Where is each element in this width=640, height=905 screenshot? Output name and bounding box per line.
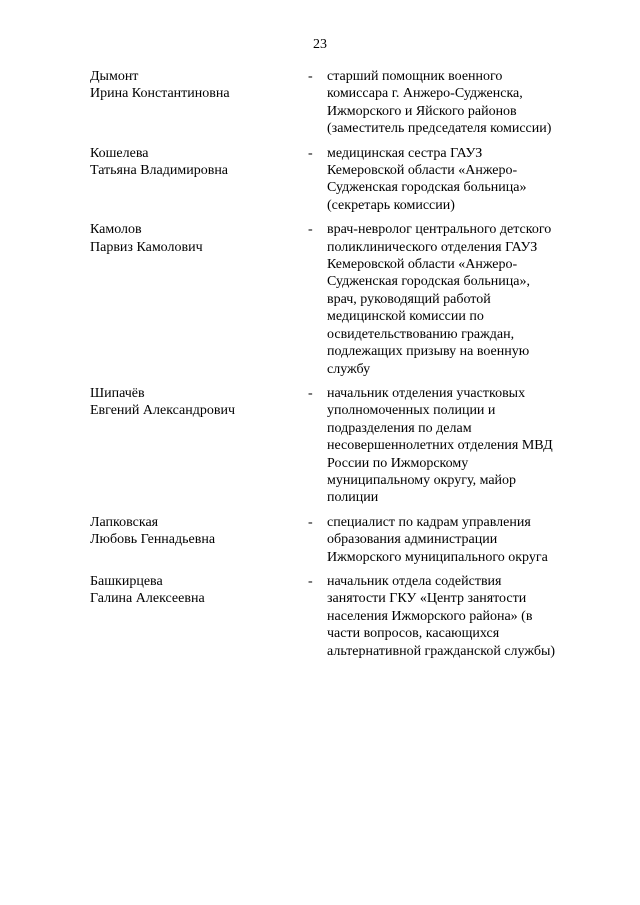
member-role-line: Судженская городская больница», [327, 274, 530, 290]
member-role-line: (заместитель председателя комиссии) [327, 121, 552, 137]
member-role-line: муниципальному округу, майор [327, 472, 517, 488]
member-role-line: Кемеровской области «Анжеро- [327, 257, 518, 273]
member-given-names: Галина Алексеевна [90, 591, 205, 607]
member-dash: - [308, 145, 313, 161]
member-dash: - [308, 514, 313, 530]
member-role [327, 221, 589, 378]
member-given-names: Евгений Александрович [90, 403, 236, 419]
member-name [90, 145, 308, 180]
member-role-line: медицинской комиссии по [327, 309, 484, 325]
member-role-line: Ижморского муниципального округа [327, 549, 548, 565]
commission-members-list [90, 68, 590, 667]
member-role-line: подразделения по делам [327, 420, 472, 436]
member-name [90, 68, 308, 103]
member-role-line: полиции [327, 490, 379, 506]
member-dash: - [308, 69, 313, 84]
member-role-line: (секретарь комиссии) [327, 197, 455, 213]
member-role [327, 68, 589, 138]
member-role-line: освидетельствованию граждан, [327, 326, 515, 342]
member-dash: - [308, 385, 313, 401]
member-given-names: Татьяна Владимировна [90, 163, 229, 179]
member-entry [90, 573, 590, 660]
member-surname: Шипачёв [90, 385, 145, 401]
member-role [327, 145, 589, 215]
member-role-line: Судженская городская больница» [327, 180, 527, 196]
member-role-line: занятости ГКУ «Центр занятости [327, 591, 527, 607]
member-surname: Камолов [90, 222, 142, 238]
member-role-line: Ижморского и Яйского районов [327, 103, 517, 119]
member-role-line: врач-невролог центрального детского [327, 222, 552, 238]
member-name [90, 385, 308, 420]
member-entry [90, 68, 590, 138]
member-surname: Башкирцева [90, 573, 163, 589]
member-given-names: Парвиз Камолович [90, 239, 203, 255]
member-role-line: специалист по кадрам управления [327, 514, 531, 530]
member-given-names: Ирина Константиновна [90, 86, 230, 102]
member-role-line: службу [327, 361, 371, 377]
member-role [327, 385, 589, 507]
member-entry [90, 221, 590, 378]
page-number: 23 [313, 37, 327, 52]
member-role-line: уполномоченных полиции и [327, 403, 496, 419]
member-surname: Дымонт [90, 69, 139, 84]
member-role-line: старший помощник военного [327, 69, 503, 84]
member-role [327, 514, 589, 566]
member-name [90, 514, 308, 549]
member-name [90, 573, 308, 608]
member-role-line: Кемеровской области «Анжеро- [327, 163, 518, 179]
member-role-line: несовершеннолетних отделения МВД [327, 438, 553, 454]
member-given-names: Любовь Геннадьевна [90, 532, 216, 548]
member-dash: - [308, 573, 313, 589]
member-entry [90, 385, 590, 507]
member-dash: - [308, 222, 313, 238]
member-name [90, 221, 308, 256]
member-entry [90, 514, 590, 566]
member-role-line: альтернативной гражданской службы) [327, 643, 556, 659]
member-role-line: начальник отделения участковых [327, 385, 526, 401]
member-role-line: врач, руководящий работой [327, 291, 491, 307]
member-role-line: части вопросов, касающихся [327, 626, 500, 642]
member-role-line: населения Ижморского района» (в [327, 608, 533, 624]
member-role-line: образования администрации [327, 532, 498, 548]
member-role-line: медицинская сестра ГАУЗ [327, 145, 483, 161]
member-surname: Лапковская [90, 514, 159, 530]
member-entry [90, 145, 590, 215]
member-surname: Кошелева [90, 145, 149, 161]
member-role-line: России по Ижморскому [327, 455, 469, 471]
member-role-line: поликлинического отделения ГАУЗ [327, 239, 538, 255]
member-role-line: начальник отдела содействия [327, 573, 502, 589]
member-role-line: подлежащих призыву на военную [327, 344, 530, 360]
member-role [327, 573, 589, 660]
member-role-line: комиссара г. Анжеро-Судженска, [327, 86, 523, 102]
